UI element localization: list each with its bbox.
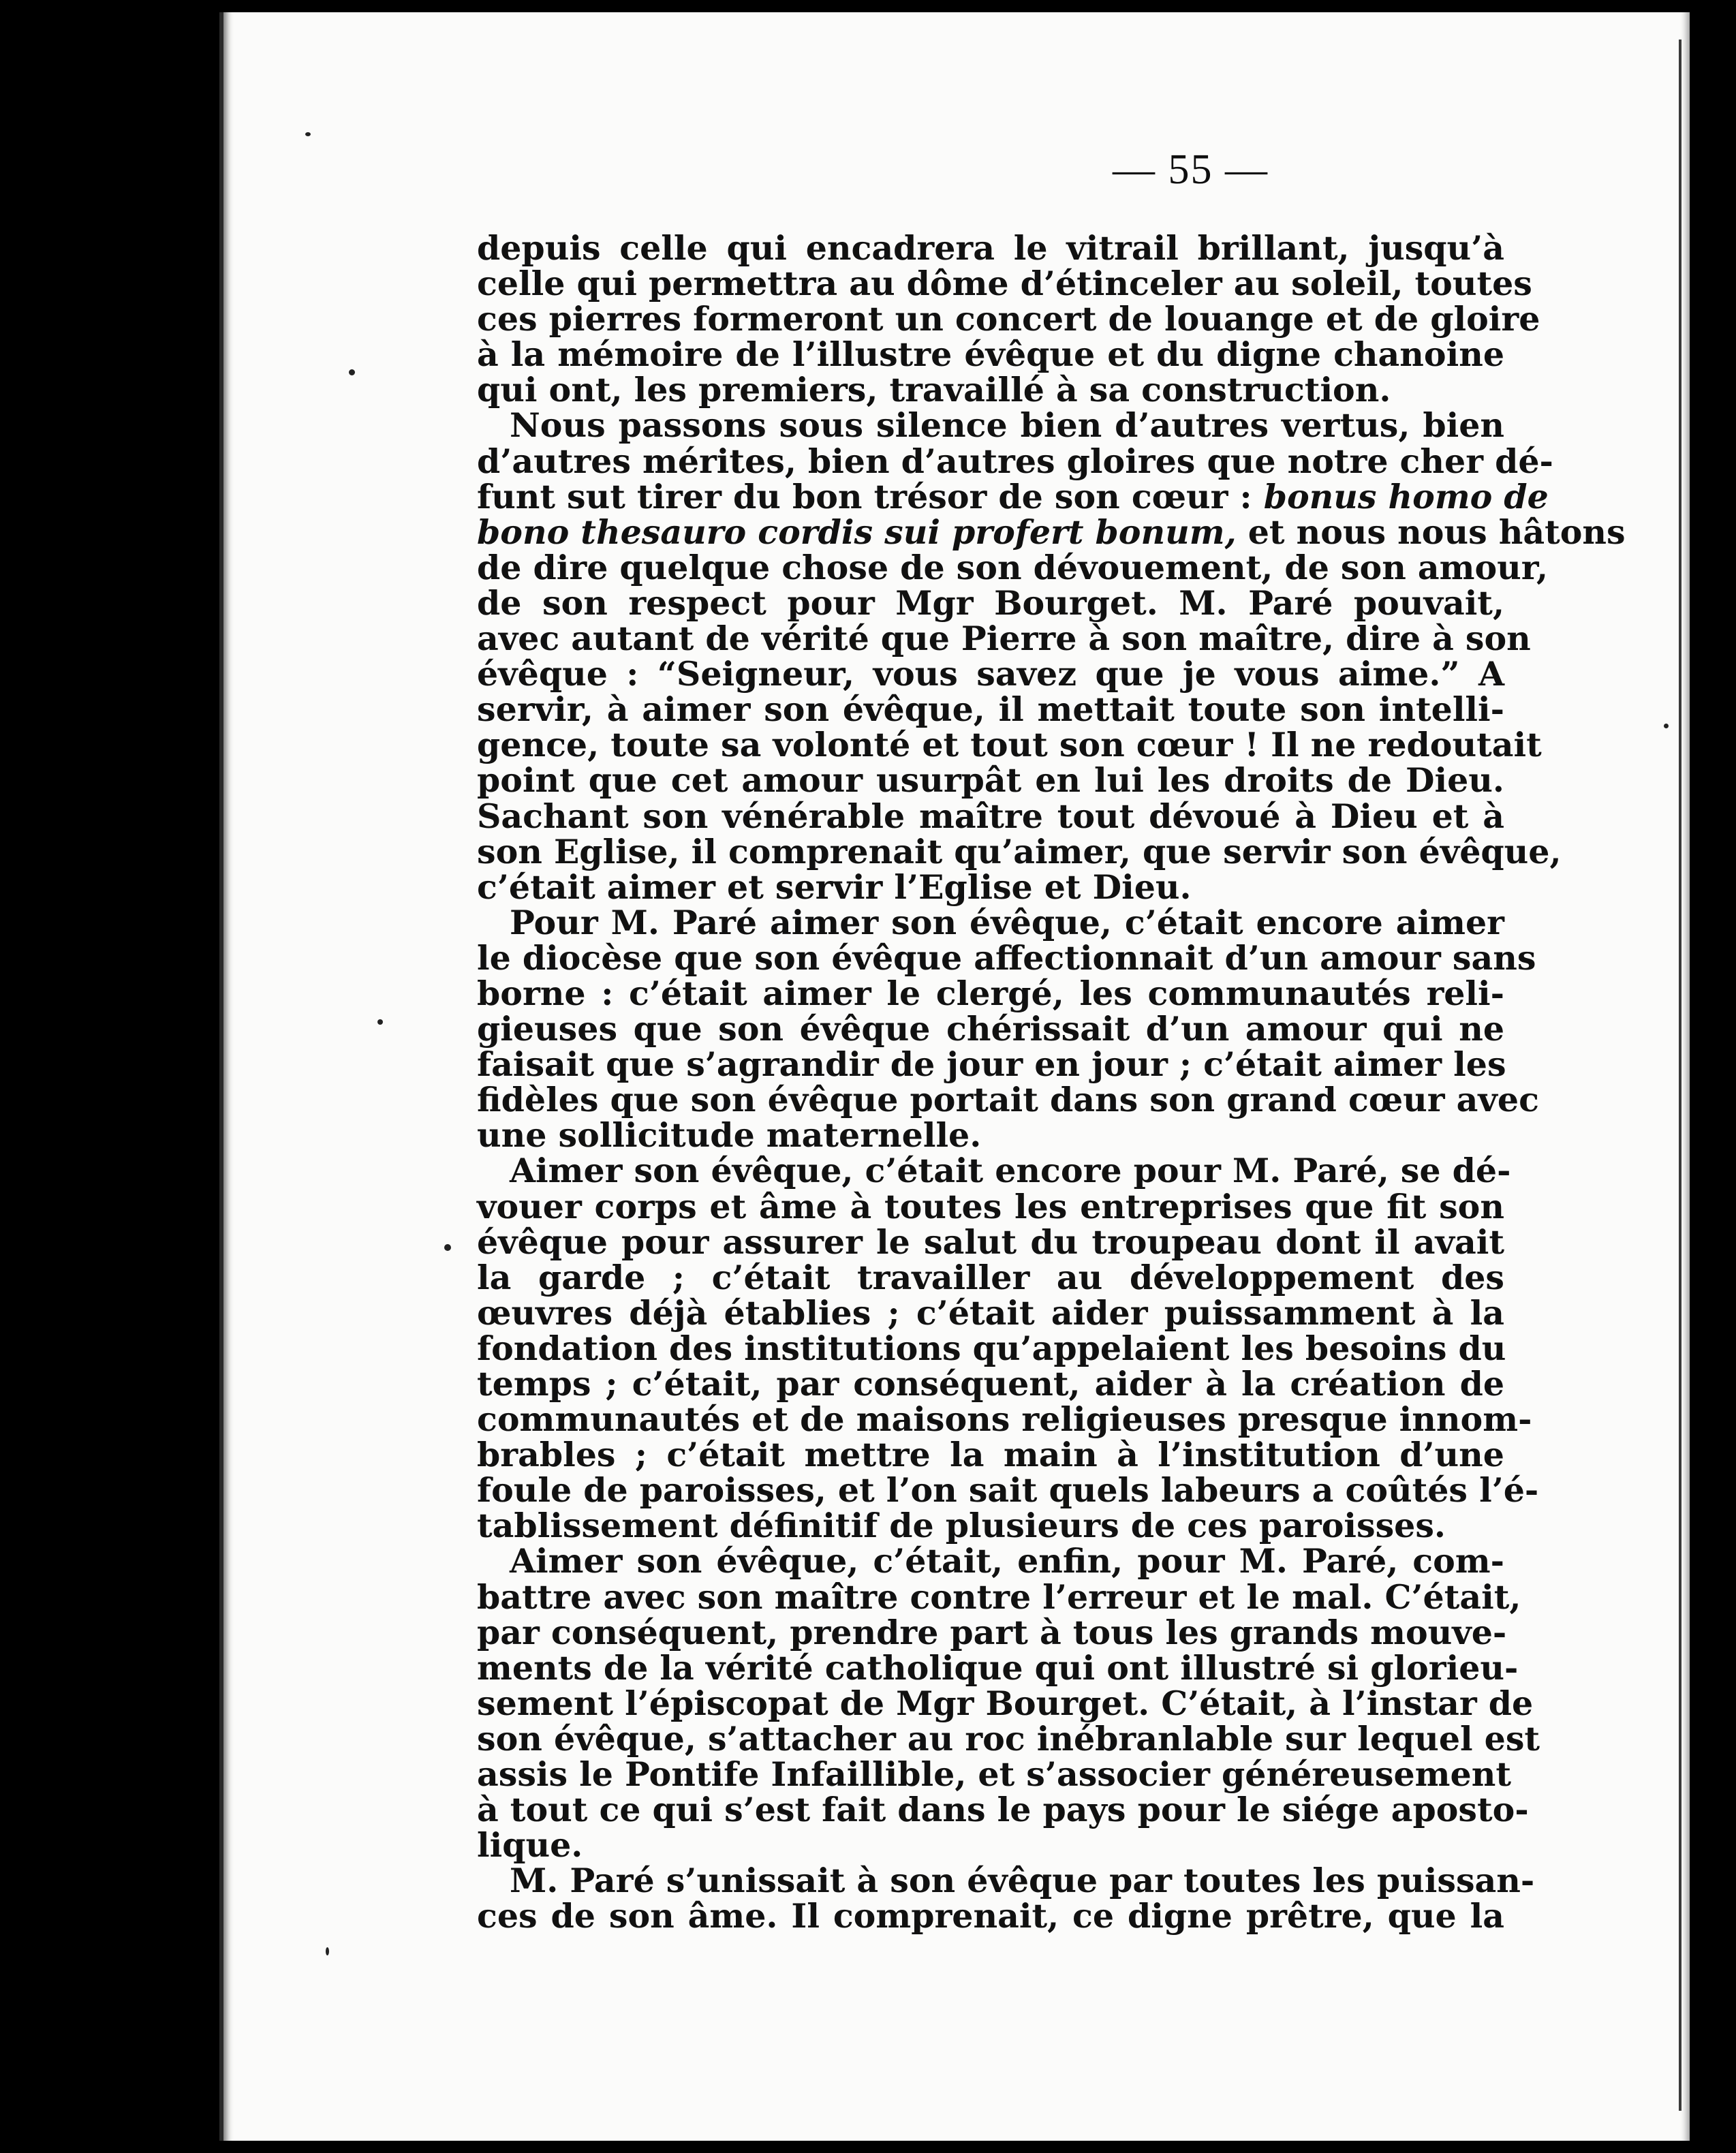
text-line: le diocèse que son évêque affectionnait d’un amour sans	[477, 938, 1536, 978]
text-line: depuis celle qui encadrera le vitrail brillant, jusqu’à	[477, 228, 1504, 268]
text-line: assis le Pontife Infaillible, et s’associer généreusement	[477, 1754, 1511, 1795]
text-line: la garde ; c’était travailler au développement des	[477, 1257, 1504, 1297]
text-line: gence, toute sa volonté et tout son cœur ! Il ne redoutait	[477, 725, 1542, 765]
text-line: son Eglise, il comprenait qu’aimer, que servir son évêque,	[477, 831, 1562, 871]
text-line: brables ; c’était mettre la main à l’institution d’une	[477, 1435, 1504, 1475]
text-line: temps ; c’était, par conséquent, aider à la création de	[477, 1364, 1504, 1404]
text-line: gieuses que son évêque chérissait d’un amour qui ne	[477, 1009, 1504, 1049]
text-segment: et nous nous hâtons	[1247, 512, 1626, 552]
text-line: fondation des institutions qu’appelaient les besoins du	[477, 1328, 1506, 1368]
text-line: fidèles que son évêque portait dans son grand cœur avec	[477, 1080, 1539, 1120]
text-line: faisait que s’agrandir de jour en jour ; c’était aimer les	[477, 1044, 1506, 1085]
text-line: d’autres mérites, bien d’autres gloires que notre cher dé-	[477, 441, 1553, 481]
text-line: Nous passons sous silence bien d’autres vertus, bien	[510, 405, 1504, 446]
text-line: M. Paré s’unissait à son évêque par toutes les puissan-	[510, 1861, 1535, 1901]
text-line: de dire quelque chose de son dévouement, de son amour,	[477, 547, 1549, 587]
text-line: borne : c’était aimer le clergé, les communautés reli-	[477, 973, 1504, 1013]
text-line: foule de paroisses, et l’on sait quels labeurs a coûtés l’é-	[477, 1470, 1539, 1511]
text-line: vouer corps et âme à toutes les entreprises que fit son	[477, 1186, 1504, 1226]
text-line: c’était aimer et servir l’Eglise et Dieu.	[477, 867, 1192, 907]
text-line: avec autant de vérité que Pierre à son maître, dire à son	[477, 619, 1531, 659]
text-line: qui ont, les premiers, travaillé à sa construction.	[477, 370, 1391, 410]
text-line: Aimer son évêque, c’était encore pour M. Paré, se dé-	[510, 1151, 1511, 1191]
text-line: lique.	[477, 1825, 583, 1865]
latin-quotation: bonus homo de	[1263, 476, 1549, 516]
text-line: de son respect pour Mgr Bourget. M. Paré pouvait,	[477, 583, 1504, 623]
text-line: Aimer son évêque, c’était, enfin, pour M. Paré, com-	[510, 1541, 1504, 1581]
ink-speck	[326, 1947, 329, 1955]
text-line: tablissement définitif de plusieurs de ces paroisses.	[477, 1506, 1446, 1546]
text-line: à la mémoire de l’illustre évêque et du digne chanoine	[477, 335, 1504, 375]
text-line-mixed	[477, 512, 1626, 552]
body-text	[477, 228, 1626, 1936]
text-line: battre avec son maître contre l’erreur et le mal. C’était,	[477, 1577, 1521, 1617]
text-line: son évêque, s’attacher au roc inébranlable sur lequel est	[477, 1718, 1540, 1759]
text-line: Sachant son vénérable maître tout dévoué à Dieu et à	[477, 796, 1504, 836]
text-line: œuvres déjà établies ; c’était aider puissamment à la	[477, 1292, 1504, 1333]
text-segment: funt sut tirer du bon trésor de son cœur :	[477, 476, 1252, 516]
text-line: sement l’épiscopat de Mgr Bourget. C’était, à l’instar de	[477, 1683, 1534, 1723]
page-right-edge	[1679, 40, 1681, 2111]
text-line: évêque : “Seigneur, vous savez que je vous aime.” A	[477, 654, 1504, 694]
text-line: ces pierres formeront un concert de louange et de gloire	[477, 299, 1540, 339]
ink-speck	[377, 1019, 383, 1025]
page-number: — 55 —	[1113, 146, 1269, 193]
text-line: à tout ce qui s’est fait dans le pays pour le siége aposto-	[477, 1790, 1529, 1830]
ink-speck	[305, 132, 311, 136]
ink-speck	[444, 1244, 451, 1251]
text-line: celle qui permettra au dôme d’étinceler au soleil, toutes	[477, 264, 1532, 304]
text-line-mixed	[477, 476, 1549, 516]
text-line: point que cet amour usurpât en lui les droits de Dieu.	[477, 760, 1504, 801]
text-line: évêque pour assurer le salut du troupeau dont il avait	[477, 1222, 1504, 1262]
text-line: ces de son âme. Il comprenait, ce digne prêtre, que la	[477, 1896, 1504, 1936]
text-line: Pour M. Paré aimer son évêque, c’était encore aimer	[510, 902, 1504, 942]
ink-speck	[349, 369, 355, 375]
ink-speck	[1664, 724, 1669, 728]
page-gutter-edge	[219, 12, 223, 2141]
text-line: servir, à aimer son évêque, il mettait toute son intelli-	[477, 690, 1504, 730]
text-line: une sollicitude maternelle.	[477, 1115, 982, 1156]
latin-quotation: bono thesauro cordis sui profert bonum,	[477, 512, 1237, 552]
text-line: ments de la vérité catholique qui ont illustré si glorieu-	[477, 1647, 1519, 1688]
text-line: communautés et de maisons religieuses presque innom-	[477, 1399, 1532, 1440]
text-line: par conséquent, prendre part à tous les grands mouve-	[477, 1612, 1507, 1652]
